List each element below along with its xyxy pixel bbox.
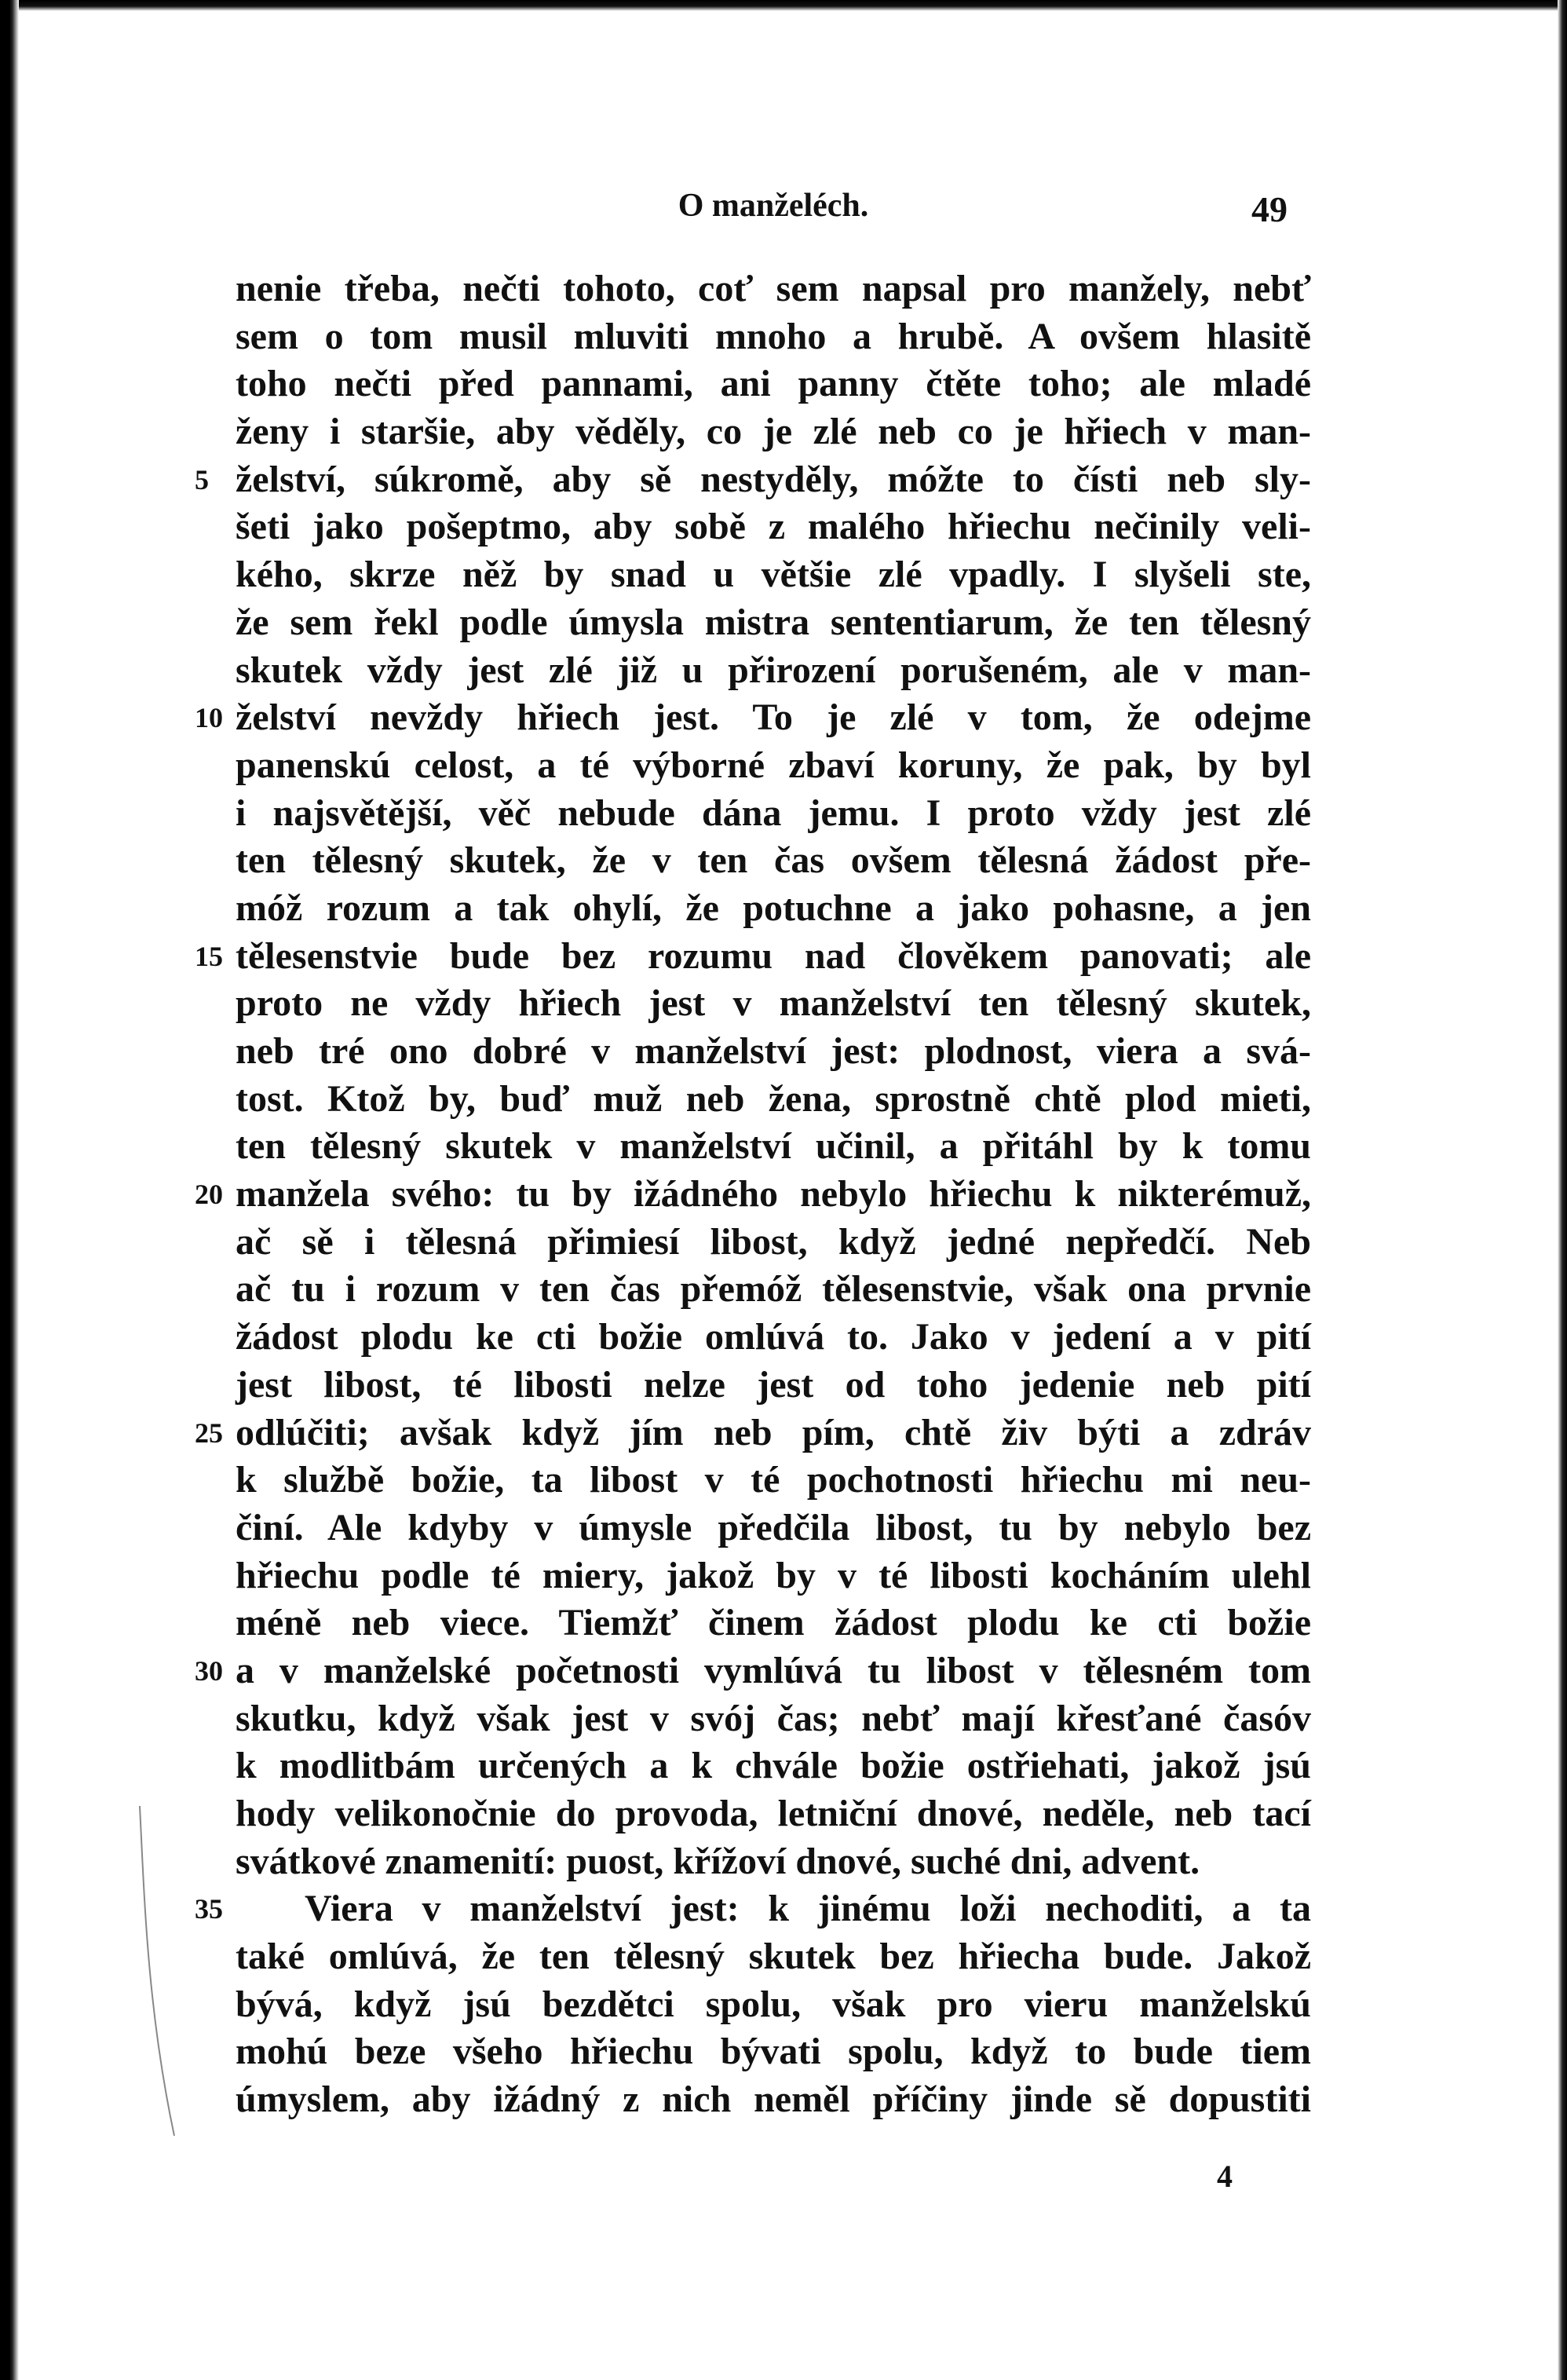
text-line [236,1266,1311,1314]
text-line [236,742,1311,790]
line-text: nenie třeba, nečti tohoto, coť sem napsal pro manžely, nebť [236,268,1311,309]
text-line [236,551,1311,599]
line-text: bývá, když jsú bezdětci spolu, však pro vieru manželskú [236,1983,1311,2025]
line-text: úmyslem, aby ižádný z nich neměl příčiny jinde sě dopustiti [236,2078,1311,2121]
text-line [236,790,1311,838]
text-line [236,2076,1311,2124]
text-line [236,360,1311,408]
line-text: činí. Ale kdyby v úmysle předčila libost, tu by nebylo bez [236,1506,1311,1548]
text-line [236,1838,1311,1886]
line-text: želství nevždy hřiech jest. To je zlé v tom, že odejme [236,696,1311,739]
line-text: k službě božie, ta libost v té pochotnosti hřiechu mi neu- [236,1459,1311,1501]
line-text: proto ne vždy hřiech jest v manželství ten tělesný skutek, [236,982,1311,1025]
line-text: želství, súkromě, aby sě nestyděly, móžte to čísti neb sly- [236,458,1311,500]
line-text: mohú beze všeho hřiechu bývati spolu, když to bude tiem [236,2031,1311,2073]
text-line [236,837,1311,885]
line-text: móž rozum a tak ohylí, že potuchne a jako pohasne, a jen [236,887,1311,929]
text-line [236,1219,1311,1267]
text-line [195,1171,1311,1219]
margin-pencil-mark [133,1806,181,2136]
text-line [236,313,1311,361]
text-line [236,1457,1311,1504]
line-text: odlúčiti; avšak když jím neb pím, chtě živ býti a zdráv [236,1411,1311,1453]
text-line [236,1314,1311,1362]
line-text: manžela svého: tu by ižádného nebylo hřiechu k nikterémuž, [236,1173,1311,1216]
line-number: 15 [195,940,223,972]
line-text: ten tělesný skutek v manželství učinil, a přitáhl by k tomu [236,1125,1311,1168]
text-line [236,1742,1311,1790]
page-number: 49 [1251,189,1288,229]
text-line [236,1552,1311,1600]
text-line [236,599,1311,647]
line-text: méně neb viece. Tiemžť činem žádost plodu ke cti božie [236,1602,1311,1644]
line-text: tost. Ktož by, buď muž neb žena, sprostně chtě plod mieti, [236,1077,1311,1120]
scan-top-edge [0,0,1567,11]
line-text: šeti jako pošeptmo, aby sobě z malého hřiechu nečinily veli- [236,506,1311,548]
text-line [236,503,1311,551]
line-text: kého, skrze něž by snad u většie zlé vpadly. I slyšeli ste, [236,554,1311,596]
text-line [195,456,1311,504]
text-line [236,647,1311,695]
line-text: k modlitbám určených a k chvále božie ostřiehati, jakož jsú [236,1745,1311,1787]
scan-left-edge [0,0,19,2380]
line-number: 30 [195,1654,223,1687]
line-text: že sem řekl podle úmysla mistra sententiarum, že ten tělesný [236,601,1311,643]
text-line [195,694,1311,742]
line-text: toho nečti před pannami, ani panny čtěte toho; ale mladé [236,363,1311,405]
line-number: 25 [195,1417,223,1449]
text-line [236,1362,1311,1409]
line-text: ženy i staršie, aby věděly, co je zlé neb co je hřiech v man- [236,411,1311,453]
line-text: jest libost, té libosti nelze jest od toho jedenie neb pití [236,1363,1311,1406]
line-text: neb tré ono dobré v manželství jest: plodnost, viera a svá- [236,1030,1311,1072]
text-line [195,1647,1311,1695]
book-page [195,181,1311,2124]
text-line [236,1599,1311,1647]
line-text: panenskú celost, a té výborné zbaví koruny, že pak, by byl [236,744,1311,786]
line-text: Viera v manželství jest: k jinému loži nechoditi, a ta [305,1888,1311,1930]
line-number: 5 [195,463,209,495]
text-line [236,1123,1311,1171]
text-line [236,885,1311,933]
text-line [236,1790,1311,1838]
text-line [236,2028,1311,2076]
line-number: 20 [195,1179,223,1211]
signature-mark: 4 [1217,2159,1233,2194]
running-title: O manželéch. [678,188,869,224]
text-line [195,1409,1311,1457]
line-number: 35 [195,1893,223,1925]
text-line [236,1695,1311,1743]
line-text: ač sě i tělesná přimiesí libost, když jedné nepředčí. Neb [236,1220,1311,1263]
text-line [236,1028,1311,1076]
body-text [195,265,1311,2124]
text-line [236,1981,1311,2029]
line-text: svátkové znamenití: puost, křížoví dnové, suché dni, advent. [236,1840,1200,1882]
text-line [236,1933,1311,1981]
text-line [236,1076,1311,1124]
line-text: hřiechu podle té miery, jakož by v té libosti kocháním ulehl [236,1554,1311,1596]
line-text: skutku, když však jest v svój čas; nebť mají křesťané časóv [236,1697,1311,1739]
line-text: hody velikonočnie do provoda, letniční dnové, neděle, neb tací [236,1793,1311,1834]
line-text: skutek vždy jest zlé již u přirození porušeném, ale v man- [236,649,1311,691]
line-text: i najsvětější, věč nebude dána jemu. I proto vždy jest zlé [236,792,1311,834]
line-text: také omlúvá, že ten tělesný skutek bez hřiecha bude. Jakož [236,1936,1311,1978]
text-line [236,408,1311,456]
line-text: sem o tom musil mluviti mnoho a hrubě. A ovšem hlasitě [236,315,1311,357]
line-text: žádost plodu ke cti božie omlúvá to. Jako v jedení a v pití [236,1316,1311,1358]
line-text: a v manželské početnosti vymlúvá tu libost v tělesném tom [236,1649,1311,1691]
text-line [195,933,1311,981]
text-line [195,1885,1311,1933]
text-line [236,980,1311,1028]
line-text: ten tělesný skutek, že v ten čas ovšem tělesná žádost pře- [236,839,1311,882]
text-line [236,1504,1311,1552]
text-line [236,265,1311,313]
line-text: ač tu i rozum v ten čas přemóž tělesenstvie, však ona prvnie [236,1268,1311,1311]
running-head [236,181,1311,251]
line-text: tělesenstvie bude bez rozumu nad člověkem panovati; ale [236,934,1311,977]
line-number: 10 [195,702,223,734]
scan-right-edge [1558,0,1567,2380]
